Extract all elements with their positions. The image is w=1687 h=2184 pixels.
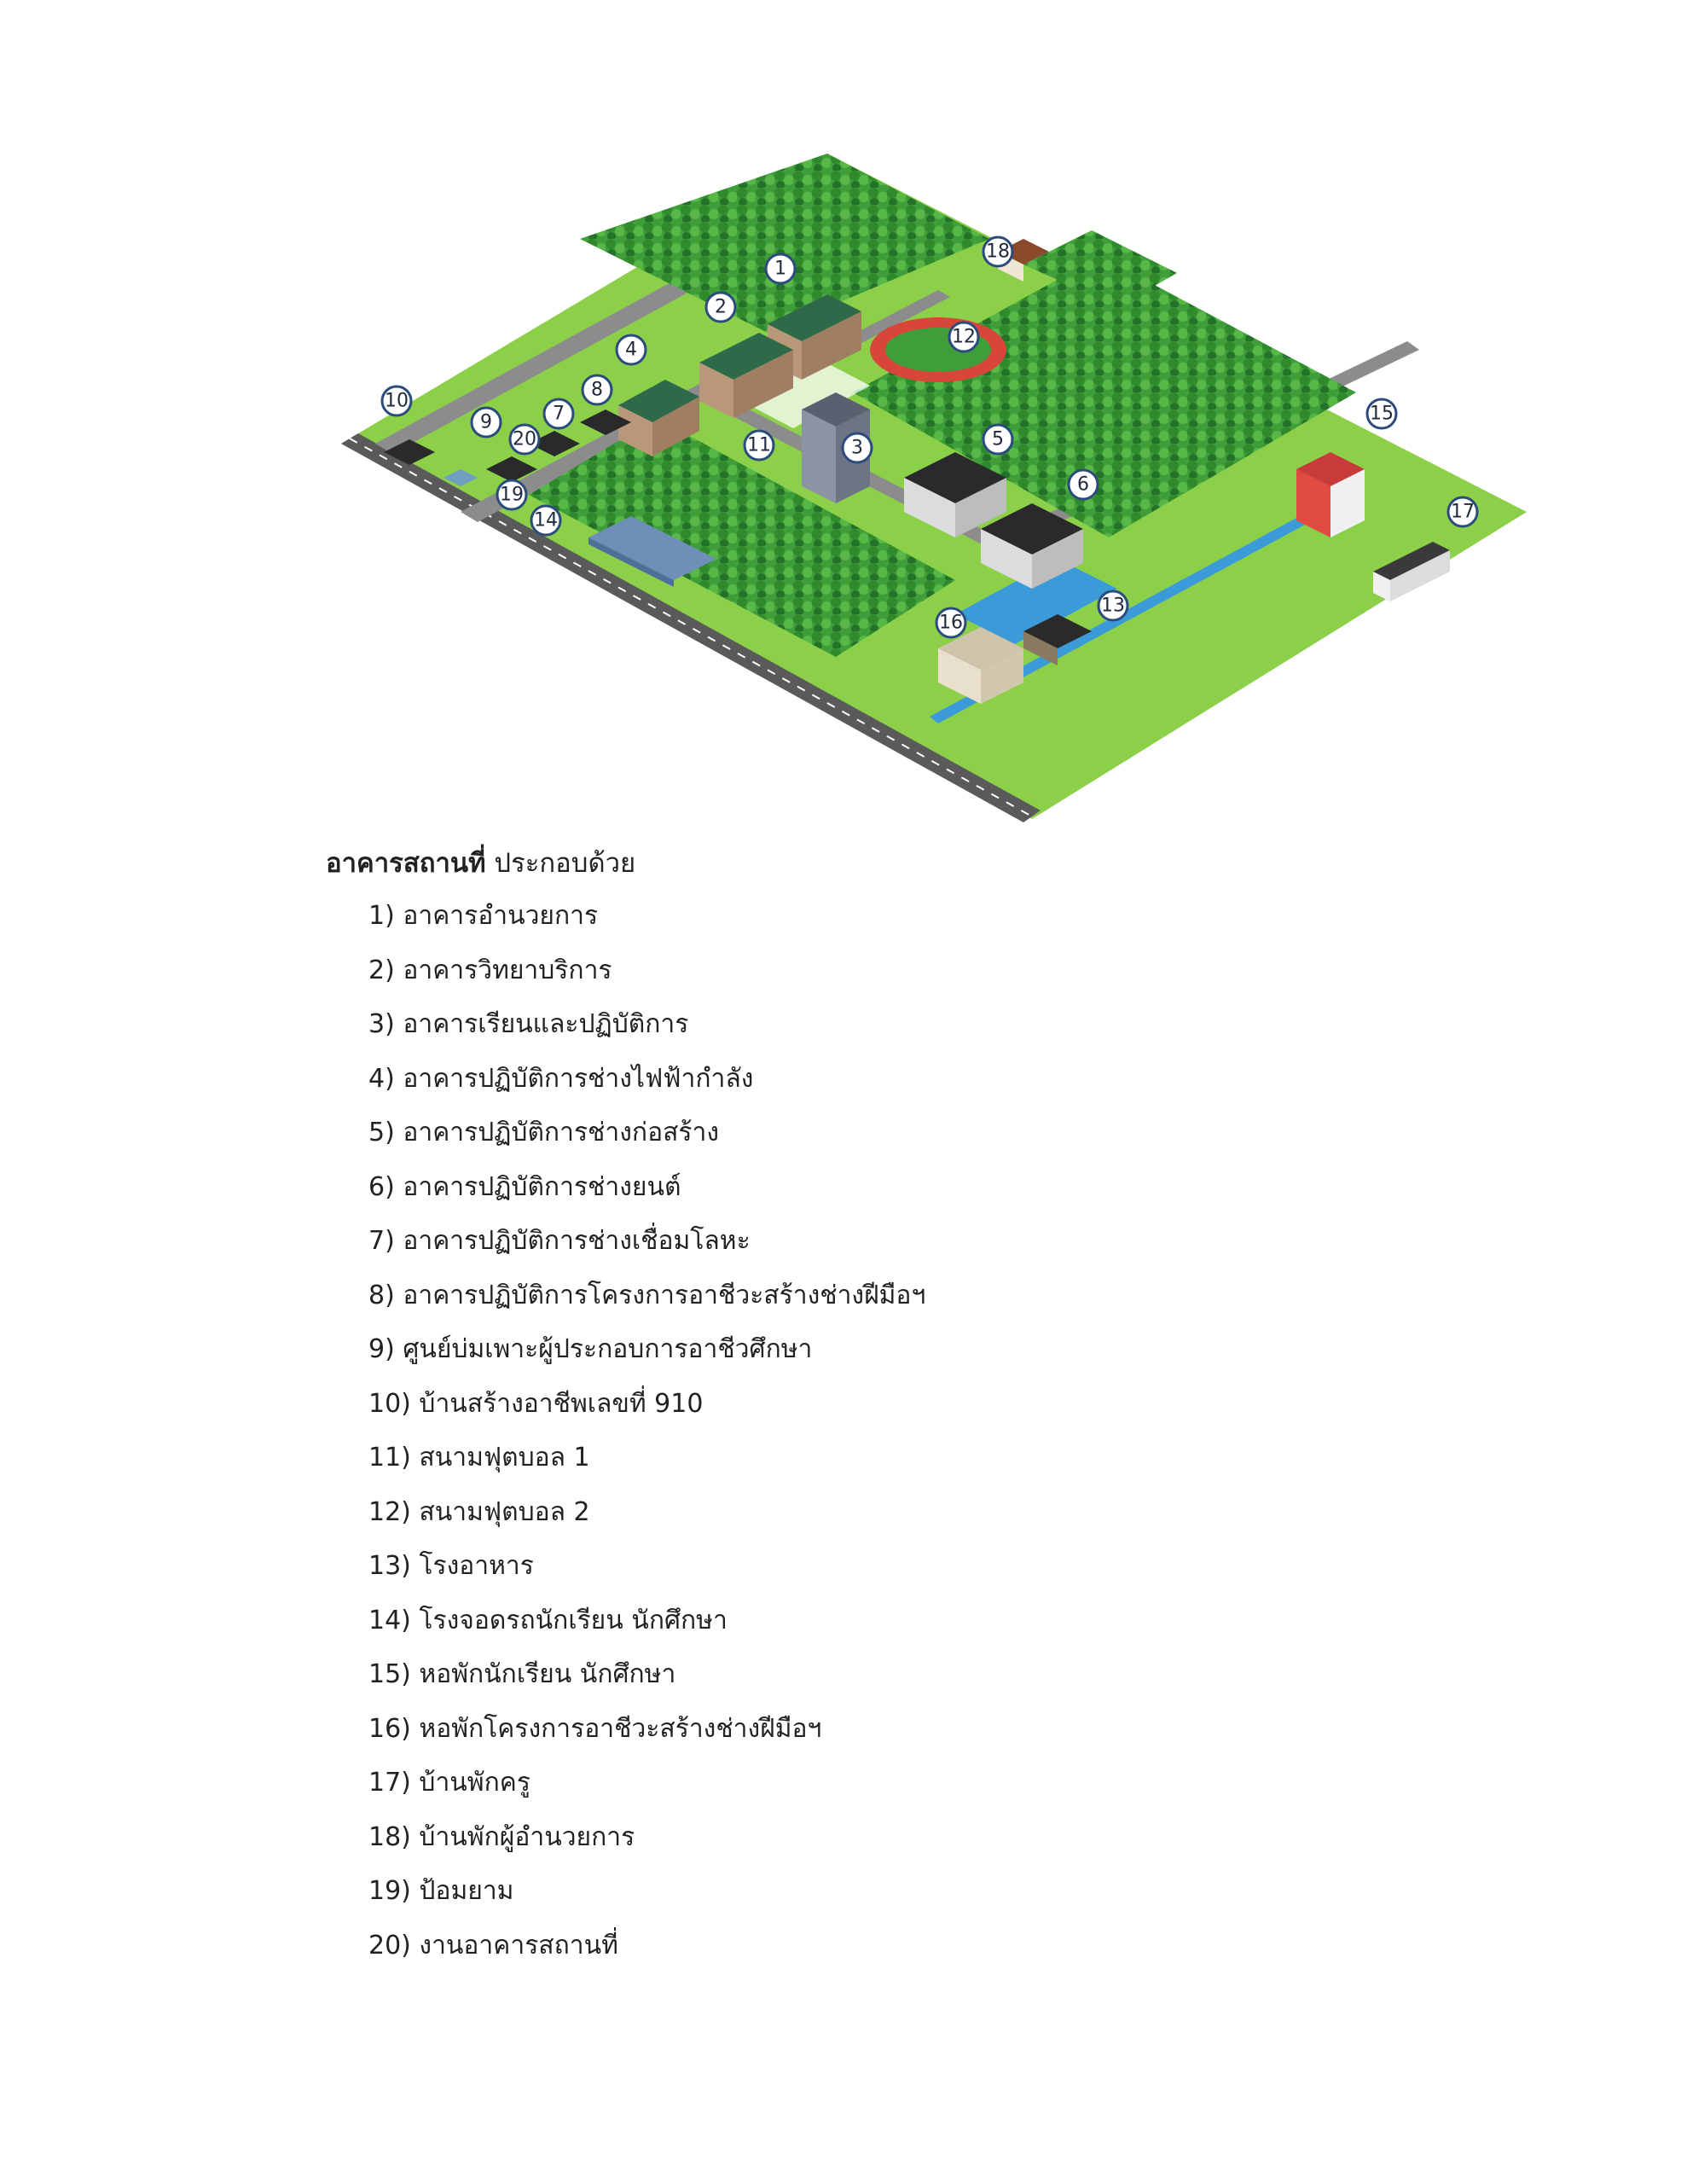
map-marker-label: 3 <box>851 437 863 459</box>
list-item: 18) บ้านพักผู้อำนวยการ <box>368 1821 635 1852</box>
facility-list <box>326 899 1520 1963</box>
map-marker-7 <box>544 399 573 428</box>
campus-map <box>324 136 1603 853</box>
list-item: 5) อาคารปฏิบัติการช่างก่อสร้าง <box>368 1118 720 1147</box>
campus-map-illustration <box>324 136 1603 853</box>
list-item: 19) ป้อมยาม <box>368 1876 514 1906</box>
map-marker-19 <box>497 480 526 509</box>
building-15 <box>1296 452 1365 537</box>
map-marker-18 <box>983 237 1012 266</box>
map-marker-16 <box>936 608 965 637</box>
map-marker-label: 5 <box>992 428 1004 450</box>
list-item: 13) โรงอาหาร <box>368 1551 534 1581</box>
list-item: 16) หอพักโครงการอาชีวะสร้างช่างฝีมือฯ <box>368 1713 822 1744</box>
list-item: 7) อาคารปฏิบัติการช่างเชื่อมโลหะ <box>368 1226 751 1256</box>
map-marker-label: 9 <box>480 411 492 433</box>
facility-legend <box>326 845 1520 1983</box>
map-marker-label: 4 <box>625 339 637 361</box>
list-item: 8) อาคารปฏิบัติการโครงการอาชีวะสร้างช่างฝีมือฯ <box>368 1280 926 1310</box>
list-item: 4) อาคารปฏิบัติการช่างไฟฟ้ากำลัง <box>368 1063 754 1094</box>
list-item: 10) บ้านสร้างอาชีพเลขที่ 910 <box>368 1388 704 1419</box>
map-marker-3 <box>843 433 872 462</box>
list-item: 6) อาคารปฏิบัติการช่างยนต์ <box>368 1171 681 1202</box>
map-marker-6 <box>1069 470 1098 499</box>
list-item: 2) อาคารวิทยาบริการ <box>368 955 612 985</box>
map-marker-label: 20 <box>513 428 536 450</box>
map-marker-label: 13 <box>1101 595 1125 617</box>
map-marker-label: 11 <box>747 434 771 456</box>
list-item: 9) ศูนย์บ่มเพาะผู้ประกอบการอาชีวศึกษา <box>368 1334 813 1364</box>
map-marker-17 <box>1448 497 1477 526</box>
map-marker-label: 15 <box>1370 403 1394 425</box>
legend-heading-rest: ประกอบด้วย <box>485 848 636 879</box>
map-marker-9 <box>472 408 501 437</box>
list-item: 15) หอพักนักเรียน นักศึกษา <box>368 1659 676 1689</box>
map-marker-11 <box>745 431 774 460</box>
list-item: 17) บ้านพักครู <box>368 1768 530 1798</box>
map-marker-label: 6 <box>1077 473 1089 496</box>
map-marker-4 <box>617 335 646 364</box>
map-marker-label: 18 <box>986 241 1010 263</box>
map-marker-15 <box>1367 399 1396 428</box>
map-marker-label: 14 <box>534 509 558 531</box>
map-marker-label: 8 <box>591 379 603 401</box>
map-marker-10 <box>382 386 411 415</box>
map-marker-1 <box>766 254 795 283</box>
map-marker-8 <box>583 375 612 404</box>
list-item: 12) สนามฟุตบอล 2 <box>368 1496 590 1527</box>
map-marker-label: 10 <box>385 390 409 412</box>
map-marker-label: 1 <box>774 258 786 280</box>
map-marker-label: 12 <box>952 326 976 348</box>
map-marker-14 <box>531 506 560 535</box>
list-item: 20) งานอาคารสถานที่ <box>368 1930 618 1960</box>
map-marker-5 <box>983 425 1012 454</box>
map-marker-label: 2 <box>715 296 727 318</box>
map-marker-label: 17 <box>1451 501 1475 523</box>
list-item: 1) อาคารอำนวยการ <box>368 901 599 931</box>
legend-heading-bold: อาคารสถานที่ <box>326 848 486 879</box>
legend-heading <box>326 845 1520 882</box>
map-marker-label: 16 <box>939 612 963 634</box>
map-marker-label: 19 <box>500 484 524 506</box>
list-item: 14) โรงจอดรถนักเรียน นักศึกษา <box>368 1605 728 1635</box>
list-item: 11) สนามฟุตบอล 1 <box>368 1443 590 1472</box>
map-marker-12 <box>949 322 978 351</box>
list-item: 3) อาคารเรียนและปฏิบัติการ <box>368 1009 689 1039</box>
map-marker-13 <box>1099 591 1128 620</box>
map-marker-label: 7 <box>553 403 565 425</box>
map-marker-2 <box>706 293 735 322</box>
map-marker-20 <box>510 425 539 454</box>
